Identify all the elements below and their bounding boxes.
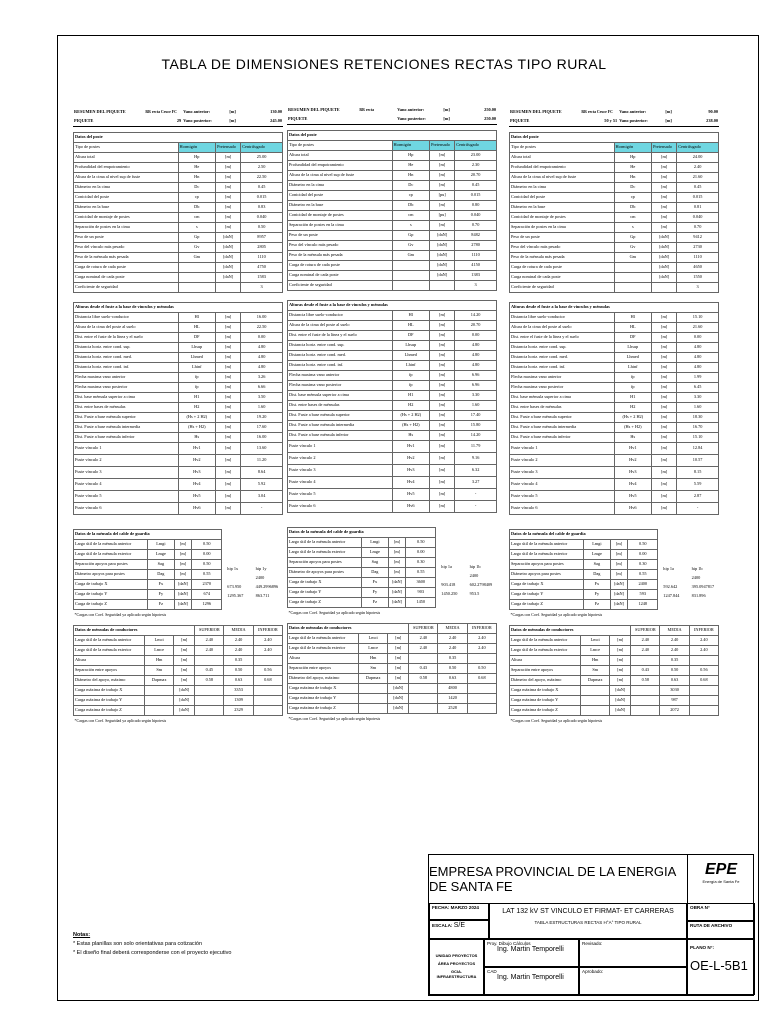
column-1 <box>73 108 283 725</box>
summary-table: RESUMEN DEL PIQUETE RR recta Cruce FC Vano anterior: [m] 90.00 PIQUETE 50 y 51 Vano posterior: [m] 238.00 <box>509 108 719 127</box>
table-row: Dist. Fuste a base ménsula intermedia (Hs + H2) [m] 17.60 <box>74 423 283 433</box>
table-row: Coeficiente de seguridad 3 <box>74 283 283 293</box>
table-row: Carga de rotura de cada poste [daN] 4150 <box>288 261 497 271</box>
plano-number: OE-L-5B1 <box>690 958 748 973</box>
table-row: Fuste vínculo 6 Hv6 [m] - <box>510 503 719 515</box>
table-row: Largo útil de la ménsula exterior Lmge [m] 0.00 <box>510 550 658 560</box>
table-row: Fuste vínculo 2 Hv2 [m] 11.20 <box>74 455 283 467</box>
table-row: Separación de postes en la cima s [m] 0.50 <box>74 223 283 233</box>
fecha-cell: FECHA: MARZO 2024 <box>429 903 489 920</box>
table-row: Dist. base ménsula superior a cima H1 [m] 3.30 <box>510 393 719 403</box>
table-row: Dist. entre bases de ménsulas H2 [m] 1.60 <box>74 403 283 413</box>
table-row: Largo útil de la ménsula anterior Lmgi [m] 0.50 <box>510 540 658 550</box>
table-row: Conicidad del poste cp [pu] 0.015 <box>288 191 497 201</box>
table-row: Fuste vínculo 1 Hv1 [m] 12.84 <box>510 443 719 455</box>
table-row: Altura de la cima al nivel sup de fuste Hn [m] 20.70 <box>288 171 497 181</box>
table-row: Diámetro en la base Db [m] 0.83 <box>74 203 283 213</box>
table-row: Peso de la ménsula más pesada Gm [daN] 1110 <box>74 253 283 263</box>
column-2 <box>287 106 497 723</box>
table-row: Dist. Fuste a base ménsula superior (Hs + 2 H2) [m] 18.30 <box>510 413 719 423</box>
table-row: Peso del vínculo más pesado Gv [daN] 2805 <box>74 243 283 253</box>
notes <box>73 931 231 958</box>
table-row: Altura Hm [m] 0.35 <box>510 656 719 666</box>
table-row: Dist. Fuste a base ménsula inferior Hs [m] 16.00 <box>74 433 283 443</box>
table-row: Flecha maxima vano anterior fp [m] 3.26 <box>74 373 283 383</box>
table-row: Carga máxima de trabajo X [daN] 3353 <box>74 686 283 696</box>
table-row: Separación apoyos para postes Sag [m] 0.30 <box>510 560 658 570</box>
table-row: Fuste vínculo 3 Hv3 [m] 6.32 <box>288 465 497 477</box>
table-row: Carga de trabajo Z Fz [daN] 1450 <box>288 598 436 608</box>
table-row: Peso del vínculo más pesado Gv [daN] 2730 <box>510 243 719 253</box>
table-row: Distancia horiz. entre cond. sup. Lhsup [m] 4.80 <box>74 343 283 353</box>
table-row: Carga de rotura de cada poste [daN] 4750 <box>74 263 283 273</box>
notes-title: Notas: <box>73 932 91 938</box>
table-row: Carga máxima de trabajo Y [daN] 1420 <box>288 694 497 704</box>
table-row: Carga máxima de trabajo Y [daN] 987 <box>510 696 719 706</box>
table-row: Separación apoyos para postes Sag [m] 0.30 <box>288 558 436 568</box>
table-row: Fuste vínculo 6 Hv6 [m] - <box>74 503 283 515</box>
aprobado-cell: Aprobado: <box>579 967 687 995</box>
guardia-table: Datos de la ménsula del cable de guardia Largo útil de la ménsula anterior Lmgi [m] 0.50 Largo útil de la ménsula exterior Lmge [m] 0.00 Separación apoyos para postes Sag [m] 0.30 Diámetro apoyos para postes Dag [m] 0.55 Carga de trabajo X Fx [daN] 2400 Carga de trabajo Y Fy [daN] 593 Carga de trabajo Z Fz [daN] 1248 *Cargas con Coef. Seguridad ya aplicado según hipotesis <box>509 529 658 619</box>
table-row: Profundidad del empotramiento He [m] 2.40 <box>510 163 719 173</box>
table-row: Carga de trabajo Z Fz [daN] 1296 <box>74 600 222 610</box>
table-row: Dist. entre el fuste de la línea y el suelo DF [m] 0.00 <box>288 331 497 341</box>
poste-table: Datos del poste Tipo de postes Hormigón Pretensado Centrifugado Altura total Hp [m] 25.00 Profundidad del empotramiento He [m] 2.50 Altura de la cima al nivel sup de fuste Hn [m] 22.50 Diámetro en la cima Dc [m] 0.45 Conicidad del poste cp [m] 0.015 Diámetro en la base Db [m] 0.83 Conicidad de montaje de postes cm [m] 0.040 Separación de postes en la cima s [m] 0.50 Peso de un poste Gp [daN] 8957 Peso del vínculo más pesado Gv [daN] 2805 Peso de la ménsula más pesada Gm [daN] 1110 Carga de rotura de cada poste [daN] 4750 Carga nominal de cada poste [daN] 1583 Coeficiente de seguridad 3 <box>73 132 283 293</box>
table-row: Distancia libre suelo-conductor Hl [m] 16.00 <box>74 313 283 323</box>
guardia-table: Datos de la ménsula del cable de guardia Largo útil de la ménsula anterior Lmgi [m] 0.50 Largo útil de la ménsula exterior Lmge [m] 0.00 Separación apoyos para postes Sag [m] 0.50 Diámetro apoyos para postes Dag [m] 0.55 Carga de trabajo X Fx [daN] 2370 Carga de trabajo Y Fy [daN] 674 Carga de trabajo Z Fz [daN] 1296 *Cargas con Coef. Seguridad ya aplicado según hipotesis <box>73 529 222 619</box>
table-row: Largo útil de la ménsula exterior Lmge [m] 0.00 <box>288 548 436 558</box>
table-row: Diámetro en la cima Dc [m] 0.45 <box>510 183 719 193</box>
table-row: Diámetro de apoyos para postes Dag [m] 0.55 <box>288 568 436 578</box>
table-row: Carga máxima de trabajo Z [daN] 2072 <box>510 706 719 716</box>
table-row: Largo útil de la ménsula anterior Lmci [m] 2.40 2.40 2.40 <box>510 636 719 646</box>
table-row: Conicidad de montaje de postes cm [pu] 0.040 <box>288 211 497 221</box>
table-row: Fuste vínculo 1 Hv1 [m] 13.60 <box>74 443 283 455</box>
table-row: Carga de rotura de cada poste [daN] 4650 <box>510 263 719 273</box>
table-row: Carga de trabajo Y Fy [daN] 593 <box>510 590 658 600</box>
guardia-table: Datos de la ménsula del cable de guardia Largo útil de la ménsula anterior Lmgi [m] 0.50 Largo útil de la ménsula exterior Lmge [m] 0.00 Separación apoyos para postes Sag [m] 0.30 Diámetro de apoyos para postes Dag [m] 0.55 Carga de trabajo X Fx [daN] 3600 Carga de trabajo Y Fy [daN] 903 Carga de trabajo Z Fz [daN] 1450 *Cargas con Coef. Seguridad ya aplicado según hipotesis <box>287 527 436 617</box>
table-row: Fuste vínculo 2 Hv2 [m] 10.57 <box>510 455 719 467</box>
table-row: Carga de trabajo X Fx [daN] 2370 <box>74 580 222 590</box>
escala-cell: ESCALA: S/E <box>429 920 489 939</box>
table-row: Distancia horiz. entre cond. inf. Lhinf [m] 4.80 <box>510 363 719 373</box>
table-row: Flecha maxima vano posterior fp [m] 6.66 <box>74 383 283 393</box>
poste-table: Datos del poste Tipo de postes Hormigón Pretensado Centrifugado Altura total Hp [m] 24.00 Profundidad del empotramiento He [m] 2.40 Altura de la cima al nivel sup de fuste Hn [m] 21.60 Diámetro en la cima Dc [m] 0.45 Conicidad del poste cp [m] 0.015 Diámetro en la base Db [m] 0.81 Conicidad de montaje de postes cm [m] 0.040 Separación de postes en la cima s [m] 0.70 Peso de un poste Gp [daN] 9412 Peso del vínculo más pesado Gv [daN] 2730 Peso de la ménsula más pesada Gm [daN] 1110 Carga de rotura de cada poste [daN] 4650 Carga nominal de cada poste [daN] 1550 Coeficiente de seguridad 3 <box>509 132 719 293</box>
table-row: Largo útil de la ménsula anterior Lmgi [m] 0.50 <box>74 540 222 550</box>
table-row: Distancia horiz. entre cond. med. Lhmed [m] 4.80 <box>510 353 719 363</box>
table-row: Distancia horiz. entre cond. sup. Lhsup [m] 4.80 <box>510 343 719 353</box>
table-row: Fuste vínculo 4 Hv4 [m] 5.59 <box>510 479 719 491</box>
note-item-1: * Estas planillas son solo orientativas para cotización <box>73 941 203 947</box>
title-block <box>428 854 754 996</box>
table-row: Altura de la cima del poste al suelo HL [m] 21.60 <box>510 323 719 333</box>
table-row: Distancia libre suelo-conductor Hl [m] 15.10 <box>510 313 719 323</box>
table-row: Dist. Fuste a base ménsula inferior Hs [m] 14.20 <box>288 431 497 441</box>
table-row: Largo útil de la ménsula exterior Lmce [m] 2.40 2.40 2.40 <box>288 644 497 654</box>
table-row: Largo útil de la ménsula anterior Lmci [m] 2.40 2.40 2.40 <box>288 634 497 644</box>
table-row: Carga máxima de trabajo Y [daN] 1309 <box>74 696 283 706</box>
table-row: Carga de trabajo Z Fz [daN] 1248 <box>510 600 658 610</box>
table-row: Coeficiente de seguridad 3 <box>510 283 719 293</box>
table-row: Peso de un poste Gp [daN] 9412 <box>510 233 719 243</box>
table-row: Separación entre apoyos Sm [m] 0.45 0.50 0.56 <box>74 666 283 676</box>
table-row: Dist. base ménsula superior a cima H1 [m] 3.30 <box>288 391 497 401</box>
table-row: Conicidad del poste cp [m] 0.015 <box>74 193 283 203</box>
table-row: Altura total Hp [m] 24.00 <box>510 153 719 163</box>
table-row: Distancia libre suelo-conductor Hl [m] 14.20 <box>288 311 497 321</box>
table-row: Largo útil de la ménsula anterior Lmgi [m] 0.50 <box>288 538 436 548</box>
table-row: Dist. Fuste a base ménsula intermedia (Hs + H2) [m] 15.80 <box>288 421 497 431</box>
guardia-hip-table: hip 1x hip 1y 2400 673.950 449.2996896 1295.367 863.711 <box>227 566 279 599</box>
ruta-cell: RUTA DE ARCHIVO <box>687 921 755 939</box>
table-row: Altura total Hp [m] 23.00 <box>288 151 497 161</box>
guardia-hip-table: hip 1a hip 1b 2400 903.418 602.2798409 1450.250 953.5 <box>441 564 493 597</box>
table-row: Fuste vínculo 6 Hv6 [m] - <box>288 501 497 513</box>
table-row: Largo útil de la ménsula anterior Lmci [m] 2.40 2.40 2.40 <box>74 636 283 646</box>
table-row: Diámetro en la cima Dc [m] 0.45 <box>74 183 283 193</box>
table-row: Dist. entre el fuste de la línea y el suelo DF [m] 0.00 <box>74 333 283 343</box>
table-row: Carga nominal de cada poste [daN] 1583 <box>74 273 283 283</box>
table-row: Fuste vínculo 5 Hv5 [m] - <box>288 489 497 501</box>
table-row: Dist. base ménsula superior a cima H1 [m] 3.50 <box>74 393 283 403</box>
table-row: Profundidad del empotramiento He [m] 2.50 <box>74 163 283 173</box>
project-cell: LAT 132 kV ST VINCULO ET FIRMAT- ET CARRERAS TABLA ESTRUCTURAS RECTAS H°A° TIPO RURAL <box>489 903 687 939</box>
table-row: Carga de trabajo X Fx [daN] 3600 <box>288 578 436 588</box>
table-row: Dist. Fuste a base ménsula superior (Hs + 2 H2) [m] 17.40 <box>288 411 497 421</box>
table-row: Dist. entre el fuste de la línea y el suelo DF [m] 0.00 <box>510 333 719 343</box>
table-row: Dist. entre bases de ménsulas H2 [m] 1.60 <box>288 401 497 411</box>
company-name: EMPRESA PROVINCIAL DE LA ENERGIA DE SANTA FE <box>429 855 688 904</box>
table-row: Carga de trabajo Y Fy [daN] 674 <box>74 590 222 600</box>
table-row: Altura de la cima al nivel sup de fuste Hn [m] 21.60 <box>510 173 719 183</box>
table-row: Diámetro apoyos para postes Dag [m] 0.55 <box>74 570 222 580</box>
table-row: Carga nominal de cada poste [daN] 1383 <box>288 271 497 281</box>
summary-table: RESUMEN DEL PIQUETE RR recta Vano anterior: [m] 250.00 PIQUETE Vano posterior: [m] 250.00 <box>287 106 497 125</box>
table-row: Carga de trabajo X Fx [daN] 2400 <box>510 580 658 590</box>
table-row: Distancia horiz. entre cond. med. Lhmed [m] 4.80 <box>74 353 283 363</box>
table-row: Distancia horiz. entre cond. inf. Lhinf [m] 4.80 <box>74 363 283 373</box>
table-row: Dist. Fuste a base ménsula inferior Hs [m] 15.10 <box>510 433 719 443</box>
table-row: Separación apoyos para postes Sag [m] 0.50 <box>74 560 222 570</box>
conductores-table: Datos de ménsulas de conductores SUPERIOR MEDIA INFERIOR Largo útil de la ménsula anterior Lmci [m] 2.40 2.40 2.40 Largo útil de la ménsula exterior Lmce [m] 2.40 2.40 2.40 Altura Hm [m] 0.35 Separación entre apoyos Sm [m] 0.43 0.50 0.56 Diámetro del apoyo, máximo Dapmax [m] 0.58 0.63 0.68 Carga máxima de trabajo X [daN] 3030 Carga máxima de trabajo Y [daN] 987 Carga máxima de trabajo Z [daN] 2072 *Cargas con Coef. Seguridad ya aplicado según hipotesis <box>509 625 719 725</box>
table-row: Profundidad del empotramiento He [m] 2.30 <box>288 161 497 171</box>
column-3 <box>509 108 719 725</box>
table-row: Fuste vínculo 3 Hv3 [m] 8.64 <box>74 467 283 479</box>
table-row: Diámetro en la base Db [m] 0.81 <box>510 203 719 213</box>
table-row: Flecha maxima vano anterior fp [m] 6.96 <box>288 371 497 381</box>
table-row: Diámetro del apoyo, máximo Dapmax [m] 0.58 0.63 0.68 <box>74 676 283 686</box>
table-row: Altura de la cima al nivel sup de fuste Hn [m] 22.50 <box>74 173 283 183</box>
table-row: Diámetro del apoyo, máximo Dapmax [m] 0.58 0.63 0.68 <box>288 674 497 684</box>
table-row: Carga nominal de cada poste [daN] 1550 <box>510 273 719 283</box>
table-row: Peso de la ménsula más pesada Gm [daN] 1110 <box>510 253 719 263</box>
table-row: Carga máxima de trabajo Z [daN] 2528 <box>288 704 497 714</box>
table-row: Carga máxima de trabajo X [daN] 4800 <box>288 684 497 694</box>
table-row: Fuste vínculo 4 Hv4 [m] 3.27 <box>288 477 497 489</box>
plano-cell: PLANO N°: OE-L-5B1 <box>687 939 755 995</box>
table-row: Fuste vínculo 2 Hv2 [m] 9.16 <box>288 453 497 465</box>
page-title: TABLA DE DIMENSIONES RETENCIONES RECTAS TIPO RURAL <box>161 56 607 72</box>
table-row: Separación de postes en la cima s [m] 0.70 <box>288 221 497 231</box>
table-row: Coeficiente de seguridad 3 <box>288 281 497 291</box>
table-row: Altura Hm [m] 0.35 <box>288 654 497 664</box>
summary-table: RESUMEN DEL PIQUETE RR recta Cruce FC Vano anterior: [m] 130.00 PIQUETE 29 Vano posterior: [m] 245.00 <box>73 108 283 127</box>
table-row: Altura de la cima del poste al suelo HL [m] 20.70 <box>288 321 497 331</box>
table-row: Carga de trabajo Y Fy [daN] 903 <box>288 588 436 598</box>
revisado-cell: Revisado: <box>579 939 687 967</box>
table-row: Altura de la cima del poste al suelo HL [m] 22.50 <box>74 323 283 333</box>
table-row: Distancia horiz. entre cond. inf. Lhinf [m] 4.80 <box>288 361 497 371</box>
table-row: Conicidad de montaje de postes cm [m] 0.040 <box>510 213 719 223</box>
table-row: Peso del vínculo más pesado Gv [daN] 2780 <box>288 241 497 251</box>
table-row: Peso de un poste Gp [daN] 8957 <box>74 233 283 243</box>
table-row: Peso de la ménsula más pesada Gm [daN] 1110 <box>288 251 497 261</box>
table-row: Dist. Fuste a base ménsula superior (Hs + 2 H2) [m] 19.20 <box>74 413 283 423</box>
note-item-2: * El diseño final deberá corresponderse con el proyecto ejecutivo <box>73 950 232 956</box>
table-row: Dist. entre bases de ménsulas H2 [m] 1.60 <box>510 403 719 413</box>
table-row: Separación entre apoyos Sm [m] 0.43 0.50 0.56 <box>510 666 719 676</box>
table-row: Diámetro del apoyo, máximo Dapmax [m] 0.58 0.63 0.68 <box>510 676 719 686</box>
table-row: Dist. Fuste a base ménsula intermedia (Hs + H2) [m] 16.70 <box>510 423 719 433</box>
table-row: Fuste vínculo 1 Hv1 [m] 11.79 <box>288 441 497 453</box>
table-row: Carga máxima de trabajo X [daN] 3030 <box>510 686 719 696</box>
conductores-table: Datos de ménsulas de conductores SUPERIOR MEDIA INFERIOR Largo útil de la ménsula anterior Lmci [m] 2.40 2.40 2.40 Largo útil de la ménsula exterior Lmce [m] 2.40 2.40 2.40 Altura Hm [m] 0.35 Separación entre apoyos Sm [m] 0.45 0.50 0.56 Diámetro del apoyo, máximo Dapmax [m] 0.58 0.63 0.68 Carga máxima de trabajo X [daN] 3353 Carga máxima de trabajo Y [daN] 1309 Carga máxima de trabajo Z [daN] 2329 *Cargas con Coef. Seguridad ya aplicado según hipotesis <box>73 625 283 725</box>
alturas-table: Alturas desde el fuste a la base de vínculos y ménsulas Distancia libre suelo-conductor Hl [m] 16.00 Altura de la cima del poste al suelo HL [m] 22.50 Dist. entre el fuste de la línea y el suelo DF [m] 0.00 Distancia horiz. entre cond. sup. Lhsup [m] 4.80 Distancia horiz. entre cond. med. Lhmed [m] 4.80 Distancia horiz. entre cond. inf. Lhinf [m] 4.80 Flecha maxima vano anterior fp [m] 3.26 Flecha maxima vano posterior fp [m] 6.66 Dist. base ménsula superior a cima H1 [m] 3.50 Dist. entre bases de ménsulas H2 [m] 1.60 Dist. Fuste a base ménsula superior (Hs + 2 H2) [m] 19.20 Dist. Fuste a base ménsula intermedia (Hs + H2) [m] 17.60 Dist. Fuste a base ménsula inferior Hs [m] 16.00 Fuste vínculo 1 Hv1 [m] 13.60 Fuste vínculo 2 Hv2 [m] 11.20 Fuste vínculo 3 Hv3 [m] 8.64 Fuste vínculo 4 Hv4 [m] 5.92 Fuste vínculo 5 Hv5 [m] 3.04 Fuste vínculo 6 Hv6 [m] - <box>73 302 283 515</box>
table-row: Largo útil de la ménsula exterior Lmge [m] 0.00 <box>74 550 222 560</box>
table-row: Conicidad de montaje de postes cm [m] 0.040 <box>74 213 283 223</box>
table-row: Diámetro apoyos para postes Dag [m] 0.55 <box>510 570 658 580</box>
table-row: Fuste vínculo 3 Hv3 [m] 8.15 <box>510 467 719 479</box>
table-row: Separación entre apoyos Sm [m] 0.43 0.50 0.50 <box>288 664 497 674</box>
cad-cell: CAD Ing. Martin Temporelli <box>484 967 579 995</box>
table-row: Flecha maxima vano posterior fp [m] 6.96 <box>288 381 497 391</box>
company-logo: EPE Energía de Santa Fe <box>687 855 755 904</box>
table-row: Largo útil de la ménsula exterior Lmce [m] 2.40 2.40 2.40 <box>74 646 283 656</box>
table-row: Peso de un poste Gp [daN] 8482 <box>288 231 497 241</box>
table-row: Flecha maxima vano posterior fp [m] 6.45 <box>510 383 719 393</box>
table-row: Conicidad del poste cp [m] 0.015 <box>510 193 719 203</box>
table-row: Largo útil de la ménsula exterior Lmce [m] 2.40 2.40 2.40 <box>510 646 719 656</box>
table-row: Diámetro en la cima Dc [m] 0.45 <box>288 181 497 191</box>
table-row: Fuste vínculo 4 Hv4 [m] 5.92 <box>74 479 283 491</box>
table-row: Distancia horiz. entre cond. med. Lhmed [m] 4.80 <box>288 351 497 361</box>
alturas-table: Alturas desde el fuste a la base de vínculos y ménsulas Distancia libre suelo-conductor Hl [m] 14.20 Altura de la cima del poste al suelo HL [m] 20.70 Dist. entre el fuste de la línea y el suelo DF [m] 0.00 Distancia horiz. entre cond. sup. Lhsup [m] 4.80 Distancia horiz. entre cond. med. Lhmed [m] 4.80 Distancia horiz. entre cond. inf. Lhinf [m] 4.80 Flecha maxima vano anterior fp [m] 6.96 Flecha maxima vano posterior fp [m] 6.96 Dist. base ménsula superior a cima H1 [m] 3.30 Dist. entre bases de ménsulas H2 [m] 1.60 Dist. Fuste a base ménsula superior (Hs + 2 H2) [m] 17.40 Dist. Fuste a base ménsula intermedia (Hs + H2) [m] 15.80 Dist. Fuste a base ménsula inferior Hs [m] 14.20 Fuste vínculo 1 Hv1 [m] 11.79 Fuste vínculo 2 Hv2 [m] 9.16 Fuste vínculo 3 Hv3 [m] 6.32 Fuste vínculo 4 Hv4 [m] 3.27 Fuste vínculo 5 Hv5 [m] - Fuste vínculo 6 Hv6 [m] - <box>287 300 497 513</box>
proyectista-cell: Proy. Dibujo Cálculos Ing. Martin Temporelli <box>484 939 579 967</box>
guardia-hip-table: hip 1a hip 1b 2400 592.642 395.0947817 1247.844 831.896 <box>663 566 715 599</box>
table-row: Flecha maxima vano anterior fp [m] 1.99 <box>510 373 719 383</box>
table-row: Diámetro en la base Db [m] 0.80 <box>288 201 497 211</box>
poste-table: Datos del poste Tipo de postes Hormigón Pretensado Centrifugado Altura total Hp [m] 23.00 Profundidad del empotramiento He [m] 2.30 Altura de la cima al nivel sup de fuste Hn [m] 20.70 Diámetro en la cima Dc [m] 0.45 Conicidad del poste cp [pu] 0.015 Diámetro en la base Db [m] 0.80 Conicidad de montaje de postes cm [pu] 0.040 Separación de postes en la cima s [m] 0.70 Peso de un poste Gp [daN] 8482 Peso del vínculo más pesado Gv [daN] 2780 Peso de la ménsula más pesada Gm [daN] 1110 Carga de rotura de cada poste [daN] 4150 Carga nominal de cada poste [daN] 1383 Coeficiente de seguridad 3 <box>287 130 497 291</box>
table-row: Separación de postes en la cima s [m] 0.70 <box>510 223 719 233</box>
table-row: Fuste vínculo 5 Hv5 [m] 2.87 <box>510 491 719 503</box>
table-row: Altura Hm [m] 0.35 <box>74 656 283 666</box>
obra-cell: OBRA N° <box>687 903 755 921</box>
table-row: Carga máxima de trabajo Z [daN] 2329 <box>74 706 283 716</box>
table-row: Fuste vínculo 5 Hv5 [m] 3.04 <box>74 491 283 503</box>
table-row: Distancia horiz. entre cond. sup. Lhsup [m] 4.80 <box>288 341 497 351</box>
conductores-table: Datos de ménsulas de conductores SUPERIOR MEDIA INFERIOR Largo útil de la ménsula anterior Lmci [m] 2.40 2.40 2.40 Largo útil de la ménsula exterior Lmce [m] 2.40 2.40 2.40 Altura Hm [m] 0.35 Separación entre apoyos Sm [m] 0.43 0.50 0.50 Diámetro del apoyo, máximo Dapmax [m] 0.58 0.63 0.68 Carga máxima de trabajo X [daN] 4800 Carga máxima de trabajo Y [daN] 1420 Carga máxima de trabajo Z [daN] 2528 *Cargas con Coef. Seguridad ya aplicado según hipotesis <box>287 623 497 723</box>
table-row: Altura total Hp [m] 25.00 <box>74 153 283 163</box>
unidad-cell: UNIDAD PROYECTOS ÁREA PROYECTOS GCIA. INFRAESTRUCTURA <box>429 939 484 995</box>
alturas-table: Alturas desde el fuste a la base de vínculos y ménsulas Distancia libre suelo-conductor Hl [m] 15.10 Altura de la cima del poste al suelo HL [m] 21.60 Dist. entre el fuste de la línea y el suelo DF [m] 0.00 Distancia horiz. entre cond. sup. Lhsup [m] 4.80 Distancia horiz. entre cond. med. Lhmed [m] 4.80 Distancia horiz. entre cond. inf. Lhinf [m] 4.80 Flecha maxima vano anterior fp [m] 1.99 Flecha maxima vano posterior fp [m] 6.45 Dist. base ménsula superior a cima H1 [m] 3.30 Dist. entre bases de ménsulas H2 [m] 1.60 Dist. Fuste a base ménsula superior (Hs + 2 H2) [m] 18.30 Dist. Fuste a base ménsula intermedia (Hs + H2) [m] 16.70 Dist. Fuste a base ménsula inferior Hs [m] 15.10 Fuste vínculo 1 Hv1 [m] 12.84 Fuste vínculo 2 Hv2 [m] 10.57 Fuste vínculo 3 Hv3 [m] 8.15 Fuste vínculo 4 Hv4 [m] 5.59 Fuste vínculo 5 Hv5 [m] 2.87 Fuste vínculo 6 Hv6 [m] - <box>509 302 719 515</box>
